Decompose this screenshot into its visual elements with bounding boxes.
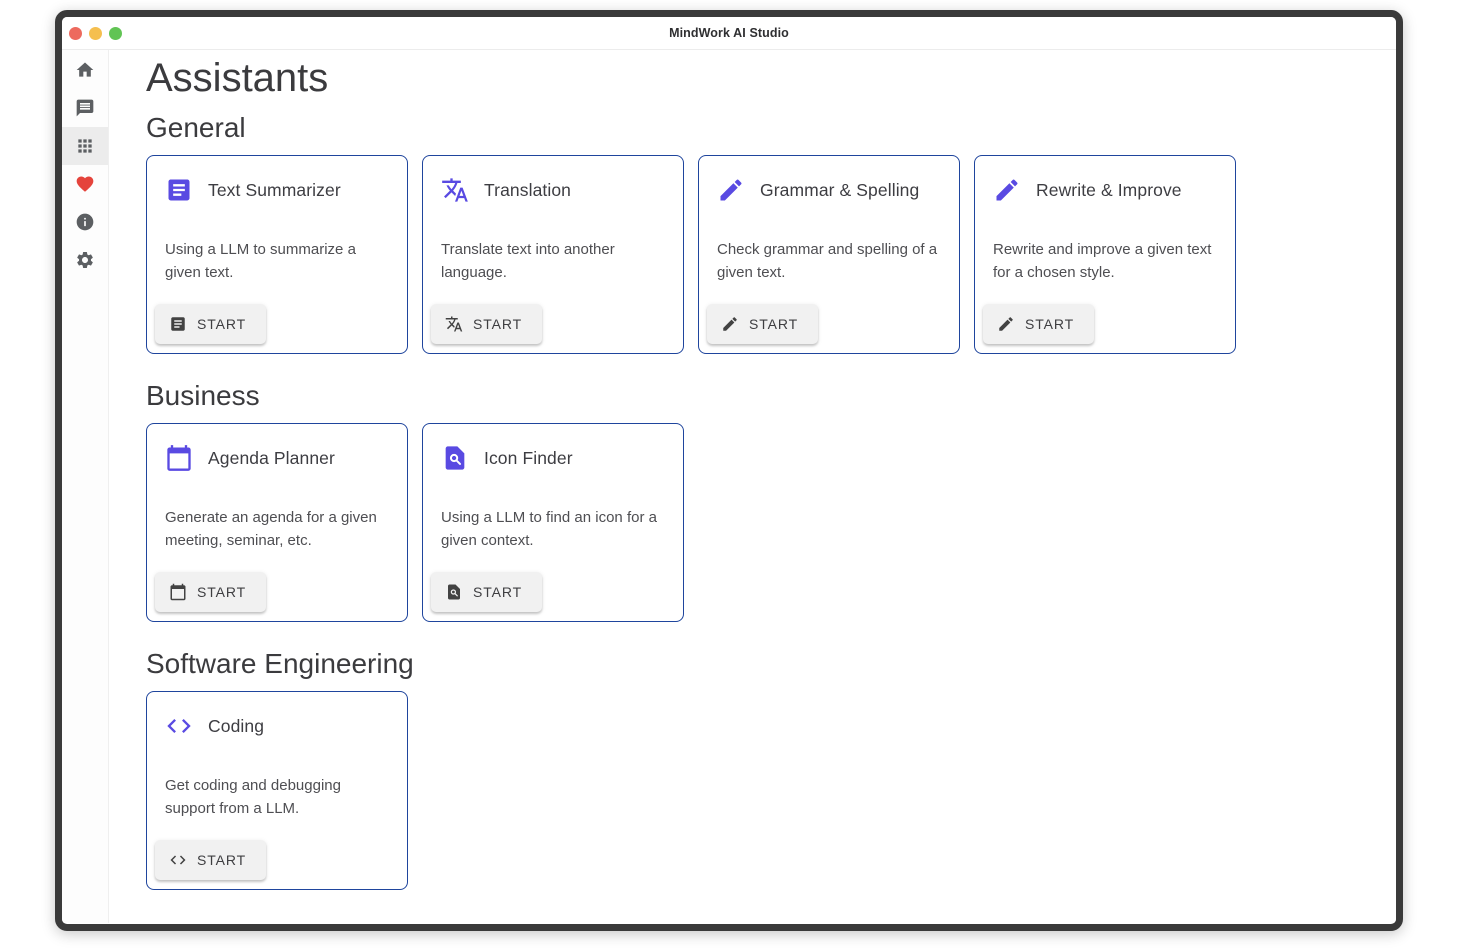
card-description: Using a LLM to find an icon for a given context.	[441, 509, 657, 549]
card-title: Rewrite & Improve	[1036, 179, 1182, 200]
start-button-label: START	[197, 316, 247, 332]
window-body	[62, 50, 1396, 923]
code-icon	[165, 712, 193, 740]
document-search-icon	[441, 444, 469, 472]
card-header	[993, 176, 1223, 204]
assistant-card-grammar-spelling[interactable]	[698, 155, 960, 354]
sidebar-item-apps-grid[interactable]	[62, 127, 108, 165]
gear-icon	[75, 250, 95, 270]
start-button-label: START	[473, 584, 523, 600]
edit-icon	[717, 176, 745, 204]
start-button-label: START	[1025, 316, 1075, 332]
card-header	[165, 712, 395, 740]
chat-icon	[75, 98, 95, 118]
assistant-card-translation[interactable]	[422, 155, 684, 354]
card-title: Coding	[208, 715, 265, 736]
calendar-icon	[165, 444, 193, 472]
assistant-card-coding[interactable]	[146, 691, 408, 890]
sidebar-item-home[interactable]	[62, 51, 108, 89]
translate-icon	[445, 315, 463, 333]
sidebar-item-gear[interactable]	[62, 241, 108, 279]
close-window-button[interactable]	[69, 27, 82, 40]
assistant-card-icon-finder[interactable]	[422, 423, 684, 622]
card-description: Rewrite and improve a given text for a chosen style.	[993, 241, 1212, 281]
card-description: Generate an agenda for a given meeting, seminar, etc.	[165, 509, 377, 549]
card-title: Text Summarizer	[208, 179, 341, 200]
start-button[interactable]	[431, 304, 542, 344]
start-button[interactable]	[431, 572, 542, 612]
card-description: Using a LLM to summarize a given text.	[165, 241, 356, 281]
sidebar	[62, 50, 109, 923]
main-content	[109, 50, 1396, 923]
card-title: Icon Finder	[484, 447, 573, 468]
card-title: Agenda Planner	[208, 447, 335, 468]
sidebar-item-heart[interactable]	[62, 165, 108, 203]
assistant-sections	[146, 112, 1376, 890]
assistant-section-general	[146, 112, 1376, 354]
heart-icon	[75, 174, 95, 194]
page-title: Assistants	[146, 56, 329, 100]
translate-icon	[441, 176, 469, 204]
card-row	[146, 423, 1376, 622]
card-description: Get coding and debugging support from a LLM.	[165, 777, 341, 817]
edit-icon	[993, 176, 1021, 204]
window-title: MindWork AI Studio	[669, 26, 789, 40]
start-button[interactable]	[155, 304, 266, 344]
assistant-section-business	[146, 380, 1376, 622]
assistant-card-text-summarizer[interactable]	[146, 155, 408, 354]
card-description: Translate text into another language.	[441, 241, 615, 281]
card-title: Translation	[484, 179, 572, 200]
card-description: Check grammar and spelling of a given text.	[717, 241, 938, 281]
card-header	[165, 176, 395, 204]
app-window	[55, 10, 1403, 931]
sidebar-item-info[interactable]	[62, 203, 108, 241]
info-icon	[75, 212, 95, 232]
calendar-icon	[169, 583, 187, 601]
card-header	[717, 176, 947, 204]
section-heading: Software Engineering	[146, 648, 414, 679]
zoom-window-button[interactable]	[109, 27, 122, 40]
card-header	[165, 444, 395, 472]
start-button[interactable]	[155, 840, 266, 880]
document-search-icon	[445, 583, 463, 601]
article-icon	[169, 315, 187, 333]
home-icon	[75, 60, 95, 80]
assistant-card-agenda-planner[interactable]	[146, 423, 408, 622]
sidebar-item-chat[interactable]	[62, 89, 108, 127]
article-icon	[165, 176, 193, 204]
card-header	[441, 176, 671, 204]
minimize-window-button[interactable]	[89, 27, 102, 40]
edit-icon	[721, 315, 739, 333]
assistant-card-rewrite-improve[interactable]	[974, 155, 1236, 354]
card-title: Grammar & Spelling	[760, 179, 920, 200]
section-heading: Business	[146, 380, 260, 411]
card-header	[441, 444, 671, 472]
start-button[interactable]	[707, 304, 818, 344]
start-button[interactable]	[155, 572, 266, 612]
start-button-label: START	[197, 852, 247, 868]
start-button-label: START	[197, 584, 247, 600]
section-heading: General	[146, 112, 246, 143]
start-button-label: START	[473, 316, 523, 332]
apps-grid-icon	[75, 136, 95, 156]
titlebar[interactable]	[62, 17, 1396, 50]
start-button-label: START	[749, 316, 799, 332]
edit-icon	[997, 315, 1015, 333]
start-button[interactable]	[983, 304, 1094, 344]
card-row	[146, 691, 1376, 890]
card-row	[146, 155, 1376, 354]
code-icon	[169, 851, 187, 869]
traffic-lights	[69, 17, 122, 49]
assistant-section-software-engineering	[146, 648, 1376, 890]
